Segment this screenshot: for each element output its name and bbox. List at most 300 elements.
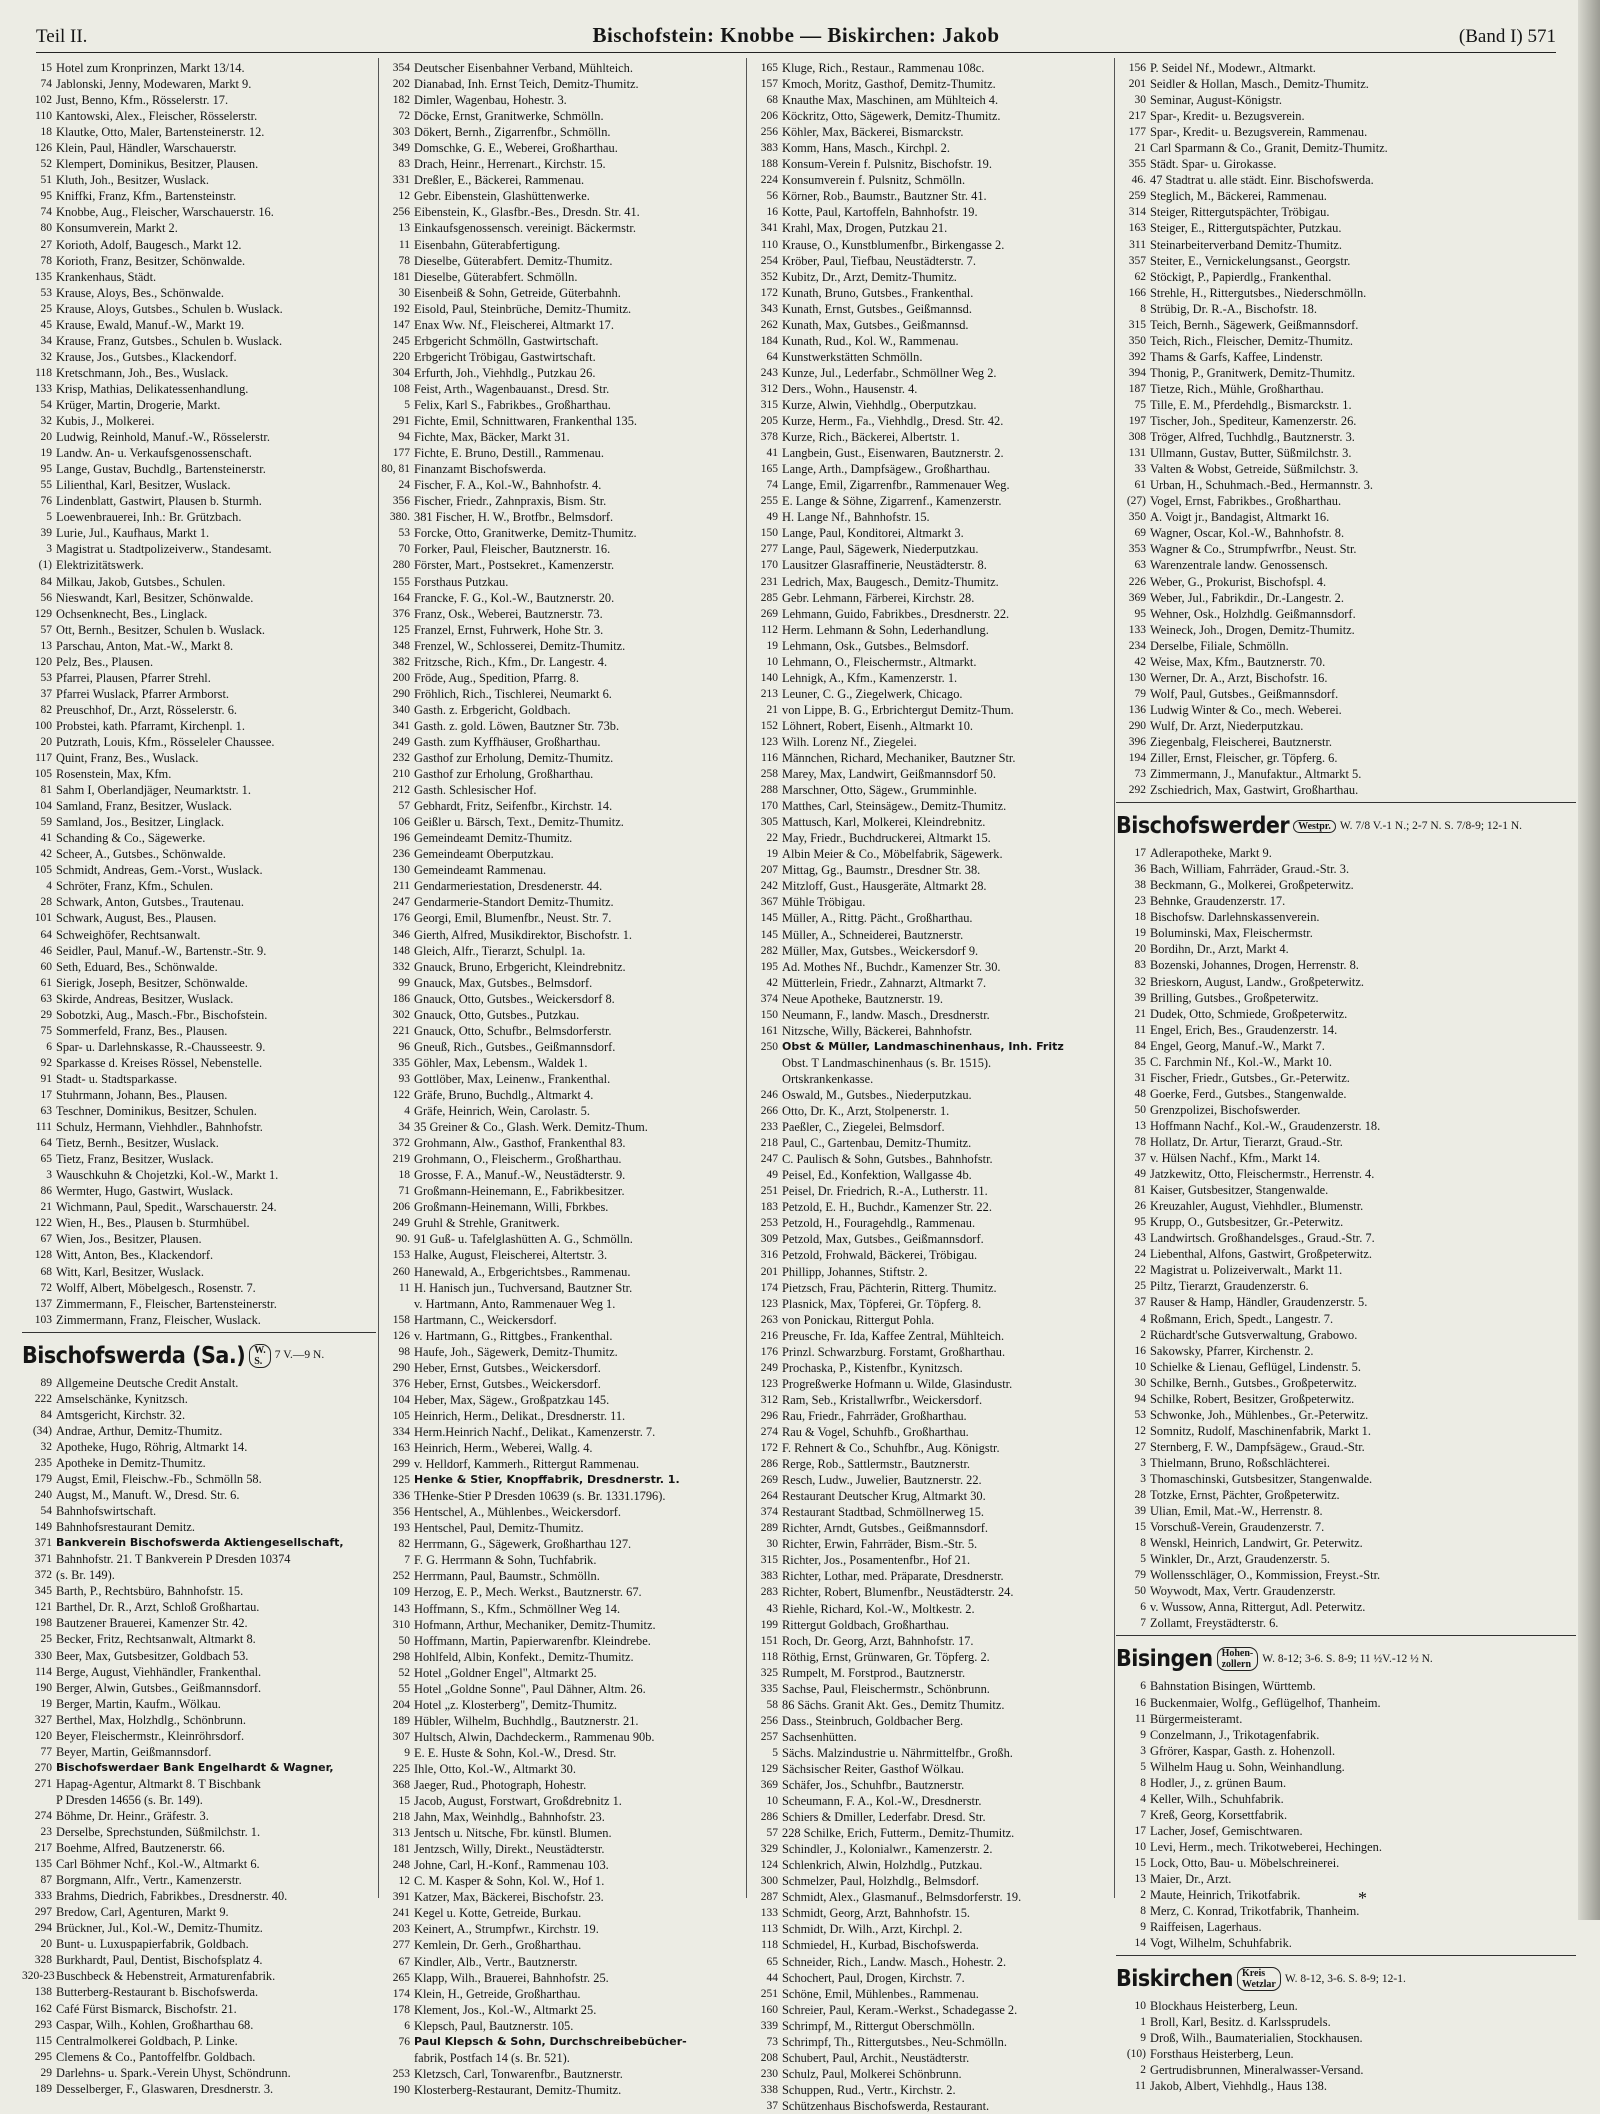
directory-entry: [748, 2050, 1112, 2066]
directory-entry: [748, 220, 1112, 236]
directory-entry: [1116, 1487, 1576, 1503]
entry-text: Weber, Jul., Fabrikdir., Dr.-Langestr. 2.: [1150, 590, 1344, 605]
directory-entry: [1116, 413, 1576, 429]
directory-entry: [22, 1455, 376, 1471]
directory-entry: [748, 1215, 1112, 1231]
entry-text: Krause, Jos., Gutsbes., Klackendorf.: [56, 349, 237, 364]
entry-phone-number: 10: [766, 655, 778, 668]
entry-phone-number: 122: [34, 1217, 52, 1230]
directory-entry: [380, 1039, 744, 1055]
entry-phone-number: 165: [760, 463, 778, 476]
entry-text: Richter, Lothar, med. Präparate, Dresdnerstr.: [782, 1569, 1004, 1584]
entry-text: Fischer, Friedr., Zahnpraxis, Bism. Str.: [414, 494, 607, 509]
entry-phone-number: 341: [760, 222, 778, 235]
entry-phone-number: 113: [761, 1923, 778, 1936]
entry-phone-number: 84: [1134, 1039, 1146, 1052]
entry-text: Klein, H., Getreide, Großharthau.: [414, 1986, 581, 2001]
directory-entry: [380, 766, 744, 782]
directory-entry: [748, 1119, 1112, 1135]
directory-entry: [1116, 1182, 1576, 1198]
entry-phone-number: 117: [35, 752, 52, 765]
directory-entry: [380, 1568, 744, 1584]
entry-text: Strübig, Dr. R.-A., Bischofstr. 18.: [1150, 301, 1317, 316]
directory-entry: [748, 846, 1112, 862]
entry-phone-number: 172: [760, 1442, 778, 1455]
directory-entry: [1116, 893, 1576, 909]
entry-phone-number: 135: [34, 270, 52, 283]
entry-text: Gfrörer, Kaspar, Gasth. z. Hohenzoll.: [1150, 1743, 1336, 1758]
entry-phone-number: 266: [760, 1105, 778, 1118]
entry-text: Kurze, Alwin, Viehhdlg., Oberputzkau.: [782, 397, 977, 412]
entry-text: Heber, Ernst, Gutsbes., Weickersdorf.: [414, 1376, 601, 1391]
entry-text: Hodler, J., z. grünen Baum.: [1150, 1775, 1287, 1790]
entry-text: Warenzentrale landw. Genossensch.: [1150, 558, 1328, 573]
entry-text: Gemeindeamt Rammenau.: [414, 863, 547, 878]
entry-phone-number: 258: [760, 768, 778, 781]
entry-text: Gemeindeamt Demitz-Thumitz.: [414, 831, 573, 846]
directory-entry: [748, 1039, 1112, 1055]
entry-text: v. Hartmann, Anto, Rammenauer Weg 1.: [414, 1296, 616, 1311]
entry-text: Ziller, Ernst, Fleischer, gr. Töpferg. 6.: [1150, 751, 1338, 766]
directory-entry: [1116, 1150, 1576, 1166]
entry-text: Großmann-Heinemann, E., Fabrikbesitzer.: [414, 1184, 625, 1199]
entry-text: Steinarbeiterverband Demitz-Thumitz.: [1150, 237, 1342, 252]
entry-text: Wagner & Co., Strumpfwrfbr., Neust. Str.: [1150, 542, 1357, 557]
entry-phone-number: 194: [1128, 752, 1146, 765]
entry-text: Adlerapotheke, Markt 9.: [1150, 846, 1272, 861]
entry-text: Sachse, Paul, Fleischermstr., Schönbrunn.: [782, 1681, 990, 1696]
entry-phone-number: 125: [392, 1474, 410, 1487]
entry-phone-number: 83: [1134, 959, 1146, 972]
directory-entry: [748, 237, 1112, 253]
entry-phone-number: 176: [392, 912, 410, 925]
directory-entry: [748, 413, 1112, 429]
directory-entry: [748, 2018, 1112, 2034]
entry-text: Kreuzahler, August, Viehhdler., Blumenstr.: [1150, 1199, 1364, 1214]
page-header: [36, 22, 1556, 53]
entry-phone-number: 72: [398, 110, 410, 123]
entry-phone-number: 302: [392, 1008, 410, 1021]
entry-phone-number: 280: [392, 559, 410, 572]
entry-phone-number: 4: [46, 880, 52, 893]
directory-entry: [1116, 1855, 1576, 1871]
entry-phone-number: 356: [392, 1506, 410, 1519]
entry-text: Neumann, F., landw. Masch., Dresdnerstr.: [782, 1007, 990, 1022]
entry-text: Berger, Martin, Kaufm., Wölkau.: [56, 1696, 221, 1711]
entry-text: Kunath, Bruno, Gutsbes., Frankenthal.: [782, 285, 974, 300]
directory-entry: [380, 285, 744, 301]
entry-phone-number: (34): [32, 1424, 52, 1437]
entry-text: Derselbe, Sprechstunden, Süßmilchstr. 1.: [56, 1825, 261, 1840]
entry-text: Sparkasse d. Kreises Rössel, Nebenstelle.: [56, 1055, 263, 1070]
entry-text: Berge, August, Viehhändler, Frankenthal.: [56, 1664, 262, 1679]
directory-entry: [380, 1007, 744, 1023]
entry-text: Engel, Erich, Bes., Graudenzerstr. 14.: [1150, 1022, 1338, 1037]
directory-entry: [380, 702, 744, 718]
entry-text: Andrae, Arthur, Demitz-Thumitz.: [56, 1423, 223, 1438]
directory-entry: [1116, 1551, 1576, 1567]
entry-text: Augst, M., Manuft. W., Dresd. Str. 6.: [56, 1488, 240, 1503]
entry-text: Eisold, Paul, Steinbrüche, Demitz-Thumitz.: [414, 301, 632, 316]
directory-entry: [748, 1296, 1112, 1312]
entry-phone-number: 43: [1134, 1232, 1146, 1245]
region-badge-line: S.: [254, 1355, 263, 1367]
entry-text: Grohmann, O., Fleischerm., Großharthau.: [414, 1152, 622, 1167]
entry-phone-number: 205: [760, 415, 778, 428]
directory-entry: [1116, 461, 1576, 477]
entry-text: Kunze, Jul., Lederfabr., Schmöllner Weg 2.: [782, 365, 997, 380]
directory-entry: [380, 1023, 744, 1039]
entry-phone-number: 190: [392, 2083, 410, 2096]
entry-text: Gräfe, Heinrich, Wein, Carolastr. 5.: [414, 1104, 590, 1119]
entry-text: 381 Fischer, H. W., Brotfbr., Belmsdorf.: [414, 510, 614, 525]
entry-text: Tietz, Franz, Besitzer, Wuslack.: [56, 1152, 214, 1167]
entry-text: Carl Böhmer Nchf., Kol.-W., Altmarkt 6.: [56, 1857, 260, 1872]
directory-entry: [380, 1761, 744, 1777]
directory-entry: [1116, 734, 1576, 750]
entry-phone-number: 287: [760, 1891, 778, 1904]
directory-entry: [22, 1535, 376, 1551]
entry-phone-number: 254: [760, 254, 778, 267]
entry-phone-number: 63: [40, 992, 52, 1005]
entry-phone-number: 354: [392, 62, 410, 74]
entry-phone-number: 34: [40, 334, 52, 347]
directory-entry: [22, 2081, 376, 2097]
entry-text: Maute, Heinrich, Trikotfabrik.: [1150, 1888, 1301, 1903]
entry-text: fabrik, Postfach 14 (s. Br. 521).: [414, 2050, 570, 2065]
entry-text: Bozenski, Johannes, Drogen, Herrenstr. 8.: [1150, 958, 1359, 973]
entry-text: Broll, Karl, Besitz. d. Karlssprudels.: [1150, 2015, 1331, 2030]
entry-phone-number: 5: [772, 1746, 778, 1759]
entry-text: Kubis, J., Molkerei.: [56, 414, 155, 429]
entry-text: Marschner, Otto, Sägew., Grumminhle.: [782, 783, 977, 798]
entry-text: Schochert, Paul, Drogen, Kirchstr. 7.: [782, 1970, 965, 1985]
entry-phone-number: 114: [35, 1665, 52, 1678]
entry-text: Rau, Friedr., Fahrräder, Großharthau.: [782, 1408, 967, 1423]
entry-phone-number: (27): [1126, 495, 1146, 508]
entry-text: Großmann-Heinemann, Willi, Fbrkbes.: [414, 1200, 609, 1215]
directory-entry: [1116, 188, 1576, 204]
directory-entry: [1116, 2078, 1576, 2094]
column-divider: [746, 58, 747, 1898]
entry-text: 47 Stadtrat u. alle städt. Einr. Bischofswerda.: [1150, 173, 1374, 188]
region-badge: [1217, 1647, 1259, 1671]
entry-phone-number: 374: [760, 1506, 778, 1519]
entry-phone-number: 249: [392, 735, 410, 748]
directory-entry: [748, 1649, 1112, 1665]
entry-phone-number: 130: [1128, 671, 1146, 684]
entry-text: Klement, Jos., Kol.-W., Altmarkt 25.: [414, 2002, 597, 2017]
directory-entry: [748, 750, 1112, 766]
directory-entry: [380, 782, 744, 798]
entry-phone-number: 256: [760, 126, 778, 139]
directory-entry: [380, 1199, 744, 1215]
entry-phone-number: 392: [1128, 350, 1146, 363]
entry-text: Heber, Ernst, Gutsbes., Weickersdorf.: [414, 1360, 601, 1375]
entry-phone-number: 217: [1128, 110, 1146, 123]
directory-entry: [22, 1391, 376, 1407]
entry-text: Dudek, Otto, Schmiede, Großpeterwitz.: [1150, 1006, 1348, 1021]
entry-phone-number: 8: [1140, 1905, 1146, 1918]
directory-entry: [22, 1023, 376, 1039]
directory-entry: [748, 2034, 1112, 2050]
entry-text: Hapag-Agentur, Altmarkt 8. T Bischbank: [56, 1776, 261, 1791]
directory-entry: [380, 1328, 744, 1344]
entry-phone-number: 75: [40, 1024, 52, 1037]
entry-phone-number: 262: [760, 318, 778, 331]
entry-text: Bahnstation Bisingen, Württemb.: [1150, 1679, 1316, 1694]
entry-text: Krause, Aloys, Bes., Schönwalde.: [56, 285, 224, 300]
entry-phone-number: 259: [1128, 190, 1146, 203]
entry-phone-number: 83: [398, 158, 410, 171]
entry-text: Petzold, H., Fouragehdlg., Rammenau.: [782, 1216, 976, 1231]
entry-phone-number: 94: [398, 431, 410, 444]
entry-text: Finanzamt Bischofswerda.: [414, 462, 547, 477]
entry-text: Gierth, Alfred, Musikdirektor, Bischofstr. 1.: [414, 927, 633, 942]
entry-phone-number: 350: [1128, 511, 1146, 524]
entry-text: Bredow, Carl, Agenturen, Markt 9.: [56, 1905, 229, 1920]
directory-entry: [380, 1424, 744, 1440]
entry-text: Gebr. Lehmann, Färberei, Kirchstr. 28.: [782, 590, 975, 605]
entry-phone-number: 50: [398, 1634, 410, 1647]
entry-text: Sierigk, Joseph, Besitzer, Schönwalde.: [56, 975, 248, 990]
directory-entry: [380, 1119, 744, 1135]
entry-text: Roch, Dr. Georg, Arzt, Bahnhofstr. 17.: [782, 1633, 974, 1648]
directory-entry: [22, 413, 376, 429]
directory-entry: [1116, 1887, 1576, 1903]
entry-phone-number: 166: [1128, 286, 1146, 299]
entry-text: Fichte, Emil, Schnittwaren, Frankenthal 135.: [414, 414, 637, 429]
entry-phone-number: 181: [392, 1843, 410, 1856]
entry-phone-number: 328: [34, 1954, 52, 1967]
directory-entry: [22, 1407, 376, 1423]
entry-phone-number: 164: [392, 591, 410, 604]
entry-text: Wollensschläger, O., Kommission, Freyst.-Str.: [1150, 1568, 1381, 1583]
entry-phone-number: 6: [46, 1040, 52, 1053]
entry-text: Brieskorn, August, Landw., Großpeterwitz.: [1150, 974, 1364, 989]
directory-entry: [1116, 285, 1576, 301]
directory-entry: [22, 1439, 376, 1455]
entry-phone-number: 120: [34, 1729, 52, 1742]
entry-text: Landw. An- u. Verkaufsgenossenschaft.: [56, 446, 252, 461]
directory-entry: [1116, 333, 1576, 349]
entry-text: Keinert, A., Strumpfwr., Kirchstr. 19.: [414, 1922, 599, 1937]
entry-text: Keller, Wilh., Schuhfabrik.: [1150, 1791, 1284, 1806]
directory-entry: [380, 1071, 744, 1087]
entry-phone-number: 102: [34, 94, 52, 107]
entry-phone-number: 36: [1134, 863, 1146, 876]
entry-phone-number: 13: [1134, 1873, 1146, 1886]
entry-text: Eisenbahn, Güterabfertigung.: [414, 237, 561, 252]
entry-text: Geißler u. Bärsch, Text., Demitz-Thumitz.: [414, 815, 624, 830]
directory-entry: [22, 718, 376, 734]
entry-text: Caspar, Wilh., Kohlen, Großharthau 68.: [56, 2017, 254, 2032]
region-badge-line: zollern: [1221, 1659, 1252, 1671]
directory-entry: [748, 493, 1112, 509]
directory-entry: [748, 541, 1112, 557]
entry-text: Sächsischer Reiter, Gasthof Wölkau.: [782, 1761, 964, 1776]
entry-text: Desselberger, F., Glaswaren, Dresdnerstr. 3.: [56, 2081, 274, 2096]
entry-text: Thomaschinski, Gutsbesitzer, Stangenwalde.: [1150, 1471, 1373, 1486]
directory-entry: [380, 975, 744, 991]
directory-entry: [380, 1793, 744, 1809]
entry-text: Herrmann, Paul, Baumstr., Schmölln.: [414, 1569, 600, 1584]
entry-text: Gnauck, Bruno, Erbgericht, Kleindrebnitz.: [414, 959, 626, 974]
directory-entry: [380, 1488, 744, 1504]
entry-text: v. Hülsen Nachf., Kfm., Markt 14.: [1150, 1151, 1321, 1166]
entry-phone-number: 37: [766, 2099, 778, 2112]
entry-text: Ulian, Emil, Mat.-W., Herrenstr. 8.: [1150, 1504, 1323, 1519]
entry-text: Barth, P., Rechtsbüro, Bahnhofstr. 15.: [56, 1584, 244, 1599]
entry-text: Dreßler, E., Bäckerei, Rammenau.: [414, 173, 585, 188]
entry-text: Paul Klepsch & Sohn, Durchschreibebücher-: [414, 2034, 687, 2048]
entry-phone-number: 49: [766, 1169, 778, 1182]
entry-phone-number: 122: [392, 1089, 410, 1101]
entry-text: Heinrich, Herm., Weberei, Wallg. 4.: [414, 1441, 593, 1456]
directory-entry: [748, 1376, 1112, 1392]
entry-phone-number: 10: [766, 1795, 778, 1808]
entry-phone-number: 264: [760, 1490, 778, 1503]
directory-entry: [748, 1713, 1112, 1729]
directory-entry: [380, 830, 744, 846]
directory-entry: [1116, 92, 1576, 108]
entry-phone-number: 222: [34, 1392, 52, 1405]
directory-entry: [1116, 1791, 1576, 1807]
region-badge: [1237, 1967, 1281, 1991]
entry-phone-number: 201: [1128, 78, 1146, 91]
entry-phone-number: 25: [1134, 1280, 1146, 1293]
directory-entry: [22, 1936, 376, 1952]
entry-text: Bach, William, Fahrräder, Graud.-Str. 3.: [1150, 862, 1350, 877]
entry-text: Johne, Carl, H.-Konf., Rammenau 103.: [414, 1858, 609, 1873]
entry-phone-number: 300: [760, 1875, 778, 1888]
entry-text: Spar-, Kredit- u. Bezugsverein, Rammenau.: [1150, 125, 1368, 140]
entry-text: Domschke, G. E., Weberei, Großharthau.: [414, 141, 618, 156]
entry-text: Gemeindeamt Oberputzkau.: [414, 847, 554, 862]
directory-entry: [22, 1744, 376, 1760]
entry-phone-number: 13: [1134, 1119, 1146, 1132]
directory-entry: [22, 1423, 376, 1439]
entry-phone-number: [748, 1055, 782, 1071]
entry-text: Jatzkewitz, Otto, Fleischermstr., Herrenstr. 4.: [1150, 1167, 1375, 1182]
directory-entry: [380, 1986, 744, 2002]
entry-text: Matthes, Carl, Steinsägew., Demitz-Thumitz.: [782, 799, 1007, 814]
entry-text: Kniffki, Franz, Kfm., Bartensteinstr.: [56, 189, 237, 204]
entry-phone-number: 120: [34, 655, 52, 668]
directory-entry: [748, 782, 1112, 798]
entry-phone-number: 265: [392, 1971, 410, 1984]
entry-text: 91 Guß- u. Tafelglashütten A. G., Schmölln.: [414, 1232, 633, 1247]
entry-text: Clemens & Co., Pantoffelfbr. Goldbach.: [56, 2049, 256, 2064]
entry-phone-number: 225: [392, 1762, 410, 1775]
directory-entry: [748, 1841, 1112, 1857]
entry-text: Schmiedel, H., Kurbad, Bischofswerda.: [782, 1938, 979, 1953]
directory-entry: [22, 1792, 376, 1808]
entry-phone-number: 188: [760, 158, 778, 171]
entry-phone-number: 183: [760, 1201, 778, 1214]
entry-phone-number: 133: [1128, 623, 1146, 636]
directory-entry: [748, 429, 1112, 445]
directory-entry: [1116, 1678, 1576, 1694]
directory-entry: [380, 1665, 744, 1681]
entry-phone-number: 151: [760, 1634, 778, 1647]
entry-text: v. Hartmann, G., Rittgbes., Frankenthal.: [414, 1328, 613, 1343]
entry-phone-number: 376: [392, 607, 410, 620]
entry-text: Blockhaus Heisterberg, Leun.: [1150, 1999, 1298, 2014]
directory-entry: [380, 910, 744, 926]
directory-entry: [1116, 766, 1576, 782]
directory-entry: [1116, 574, 1576, 590]
entry-phone-number: 16: [1134, 1344, 1146, 1357]
entry-phone-number: 70: [398, 543, 410, 556]
directory-entry: [22, 1215, 376, 1231]
entry-phone-number: 371: [34, 1553, 52, 1566]
directory-entry: [748, 1809, 1112, 1825]
directory-entry: [22, 830, 376, 846]
entry-text: Henke & Stier, Knopffabrik, Dresdnerstr. 1.: [414, 1473, 680, 1487]
entry-text: Müller, Max, Gutsbes., Weickersdorf 9.: [782, 943, 979, 958]
directory-entry: [22, 862, 376, 878]
entry-text: Schiers & Dmiller, Lederfabr. Dresd. Str.: [782, 1810, 986, 1825]
entry-phone-number: 82: [40, 703, 52, 716]
directory-entry: [748, 1921, 1112, 1937]
entry-phone-number: 124: [760, 1859, 778, 1872]
entry-text: Leuner, C. G., Ziegelwerk, Chicago.: [782, 686, 963, 701]
directory-entry: [22, 1007, 376, 1023]
entry-phone-number: 110: [35, 110, 52, 123]
entry-phone-number: 41: [766, 447, 778, 460]
entry-text: Forker, Paul, Fleischer, Bautznerstr. 16.: [414, 542, 611, 557]
entry-phone-number: 56: [766, 190, 778, 203]
entry-phone-number: 48: [1134, 1087, 1146, 1100]
entry-text: Enax Ww. Nf., Fleischerei, Altmarkt 17.: [414, 317, 614, 332]
entry-text: Schulz, Hermann, Viehhdler., Bahnhofstr.: [56, 1120, 263, 1135]
entry-text: Ram, Seb., Kristallwrfbr., Weickersdorf.: [782, 1392, 983, 1407]
directory-entry: [748, 878, 1112, 894]
directory-entry: [22, 1696, 376, 1712]
entry-phone-number: 129: [34, 607, 52, 620]
entry-text: Klapp, Wilh., Brauerei, Bahnhofstr. 25.: [414, 1970, 609, 1985]
directory-entry: [22, 220, 376, 236]
entry-text: Kluth, Joh., Besitzer, Wuslack.: [56, 173, 209, 188]
page-title: Bischofstein: Knobbe — Biskirchen: Jakob: [592, 23, 1000, 47]
entry-phone-number: 9: [404, 1746, 410, 1759]
entry-text: Oswald, M., Gutsbes., Niederputzkau.: [782, 1088, 972, 1102]
entry-text: von Ponickau, Rittergut Pohla.: [782, 1312, 935, 1327]
entry-phone-number: 150: [760, 1008, 778, 1021]
entry-phone-number: 249: [760, 1361, 778, 1374]
directory-entry: [380, 1264, 744, 1280]
entry-text: Haufe, Joh., Sägewerk, Demitz-Thumitz.: [414, 1344, 618, 1359]
entry-text: Elektrizitätswerk.: [56, 558, 144, 573]
region-badge: [1293, 820, 1336, 833]
directory-entry: [748, 188, 1112, 204]
entry-phone-number: 256: [760, 1714, 778, 1727]
entry-phone-number: 189: [392, 1714, 410, 1727]
entry-phone-number: 201: [760, 1265, 778, 1278]
entry-phone-number: 156: [1128, 62, 1146, 74]
directory-entry: [22, 927, 376, 943]
directory-entry: [380, 814, 744, 830]
entry-phone-number: 32: [40, 350, 52, 363]
directory-entry: [748, 509, 1112, 525]
directory-entry: [22, 445, 376, 461]
directory-entry: [22, 124, 376, 140]
entry-text: Kemlein, Dr. Gerh., Großharthau.: [414, 1938, 582, 1953]
entry-phone-number: 32: [40, 1440, 52, 1453]
entry-phone-number: 112: [761, 623, 778, 636]
entry-phone-number: 179: [34, 1472, 52, 1485]
